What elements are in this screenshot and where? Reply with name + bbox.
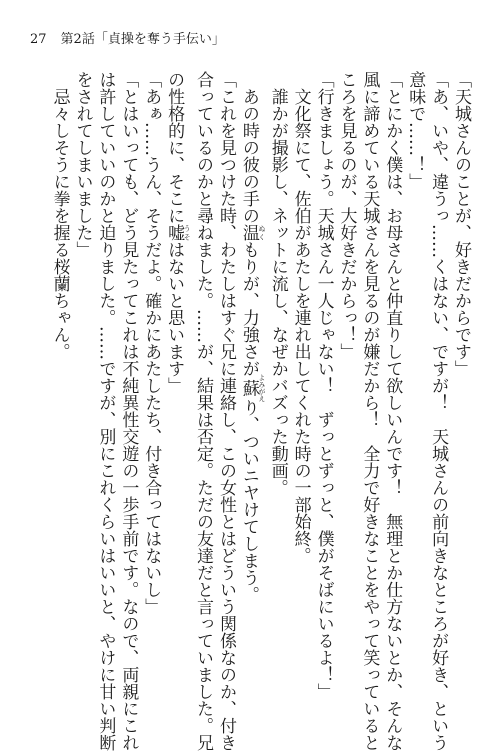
text-line: は許していいのかと迫りました。……ですが、別にこれくらいはいいと、やけに甘い判断 (95, 71, 116, 751)
text-line: 「あぁ……うん、そうだよ。確かにあたしたち、付き合ってはないし」 (141, 71, 162, 615)
text-line: 「行きましょう。天城さん一人じゃない！ ずっとずっと、僕がそばにいるよ！」 (313, 71, 334, 700)
text-line: 「これを見つけた時、わたしはすぐ兄に連絡し、この女性とはどういう関係なのか、付き (215, 71, 236, 751)
ruby-annotation: 蘇 よみがえ (238, 374, 266, 402)
text-line: 「とにかく僕は、お母さんと仲直りして欲しいんです！ 無理とか仕方ないとか、そんな (382, 71, 403, 751)
text-line: 忌々しそうに拳を握る桜蘭ちゃん。 (49, 88, 70, 360)
text-line: 「あ、いや、違うっ……くはない、ですが！ 天城さんの前向きなところが好き、という (428, 71, 449, 751)
ruby-annotation: 嘘 うそ (164, 224, 192, 241)
ruby-annotation: 温 ぬく (238, 224, 266, 241)
text-line: あの時の彼の手の温 ぬくもりが、力強さが蘇 よみがえり、ついニヤけてしまう。 (238, 88, 266, 603)
text-line: ころを見るのが、大好きだからっ！」 (336, 71, 357, 360)
text-line: 誰かが撮影し、ネットに流し、なぜかバズった動画。 (267, 88, 288, 496)
text-line: 「とはいっても、どう見たってこれは不純異性交遊の一歩手前です。なので、両親にこれ (118, 71, 139, 751)
page-number: 27 (30, 32, 47, 47)
text-line: 「天城さんのことが、好きだからです」 (451, 71, 471, 377)
running-header (30, 31, 225, 49)
text-line: 合っているのかと尋ねました。……が、結果は否定。ただの友達だと言っていました。兄 (193, 71, 214, 751)
body-text (32, 71, 472, 751)
text-line: 文化祭にて、佐伯があたしを連れ出してくれた時の一部始終。 (290, 88, 311, 564)
text-line: 意味で……！」 (405, 71, 426, 190)
text-line: 風に諦めている天城さんを見るのが嫌だから！ 全力で好きなことをやって笑っていると (359, 71, 380, 751)
text-line: の性格的に、そこに嘘 うそはないと思います」 (164, 71, 192, 394)
chapter-title: 第2話「貞操を奪う手伝い」 (60, 32, 225, 47)
text-line: をされてしまいました」 (72, 71, 93, 258)
